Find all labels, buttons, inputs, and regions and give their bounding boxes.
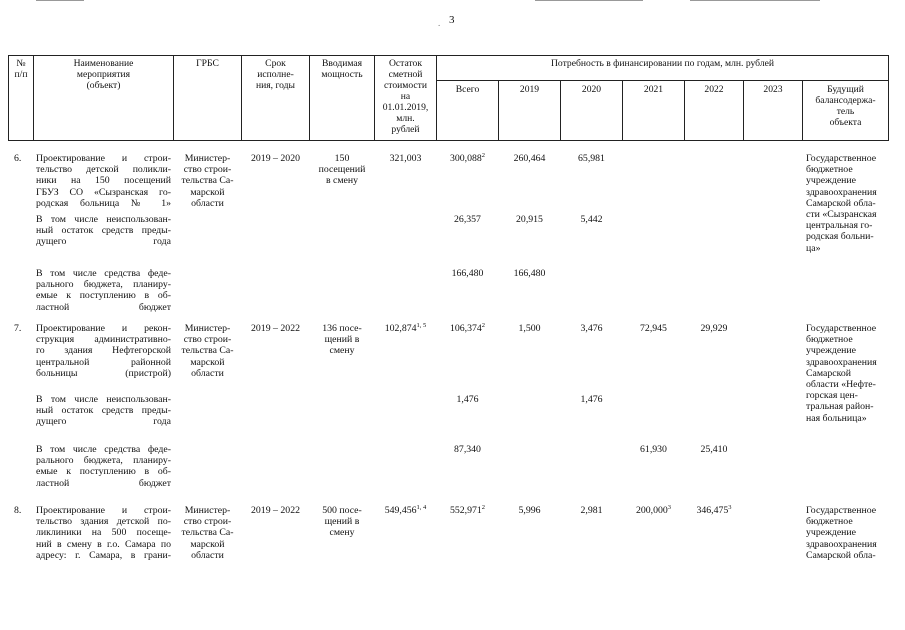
col-num-header: № п/п [14,58,28,80]
top-cut-line [36,0,84,1]
col-2021-header: 2021 [643,84,664,95]
row-term: 2019 – 2020 [251,153,300,164]
row-capacity: 500 посе- щений в смену [322,505,362,539]
col-name-header: Наименование мероприятия (объект) [73,58,134,91]
row-sub-federal-total: 87,340 [454,444,481,455]
row-sub-federal-2021: 61,930 [640,444,667,455]
row-number: 7. [14,323,22,334]
row-sub-federal: В том числе средства феде- рального бюджета, планиру- емые к поступлению в об- ластной бюджет [36,444,171,489]
row-2021: 72,945 [640,323,667,334]
row-capacity: 150 посещений в смену [318,153,366,187]
row-name: Проектирование и рекон- струкция административно- го здания Нефтегорской центральной районной больницы (пристрой) [36,323,171,379]
page-number: 3 [449,14,455,26]
row-sub-federal-2022: 25,410 [700,444,728,455]
row-2019: 260,464 [513,153,546,164]
col-remainder-header: Остаток сметной стоимости на 01.01.2019, млн. рублей [382,58,429,135]
row-sub-unused-2020: 1,476 [580,394,603,405]
row-name: Проектирование и строи- тельство здания детской по- ликлиники на 500 посеще- ний в смену в г.о. Самара по адресу: г. Самара, в грани- [36,505,171,561]
col-holder-header: Будущий балансодержа- тель объекта [815,84,876,128]
col-grbs-header: ГРБС [196,58,219,69]
row-2020: 2,981 [580,505,603,516]
row-remainder: 549,456$^{1, 4}$ [384,504,427,516]
row-name: Проектирование и строи- тельство детской поликли- ники на 150 посещений ГБУЗ СО «Сызранская го- родская больница № 1» [36,153,171,209]
row-grbs: Министер- ство строи- тельства Са- марской области [181,153,234,209]
row-sub-federal-total: 166,480 [451,268,484,279]
row-2020: 3,476 [580,323,603,334]
row-term: 2019 – 2022 [251,505,300,516]
row-remainder: 102,874$^{1, 5}$ [384,322,427,334]
col-2020-header: 2020 [581,84,602,95]
row-grbs: Министер- ство строи- тельства Са- марской области [181,323,234,379]
row-sub-unused: В том числе неиспользован- ный остаток средств преды- дущего года [36,394,171,428]
row-total: 300,088$^2$ [449,152,486,164]
row-grbs: Министер- ство строи- тельства Са- марской области [181,505,234,561]
col-total-header: Всего [455,84,480,95]
row-2020: 65,981 [578,153,605,164]
row-remainder: 321,003 [389,153,422,164]
row-sub-unused-total: 26,357 [454,214,481,225]
row-term: 2019 – 2022 [251,323,300,334]
row-total: 552,971$^2$ [449,504,486,516]
row-sub-unused-2020: 5,442 [580,214,603,225]
col-need-header: Потребность в финансировании по годам, млн. рублей [551,58,774,69]
row-sub-unused-2019: 20,915 [516,214,543,225]
row-sub-unused-total: 1,476 [456,394,479,405]
row-sub-federal: В том числе средства феде- рального бюджета, планиру- емые к поступлению в об- ластной бюджет [36,268,171,313]
row-number: 6. [14,153,22,164]
top-cut-line [690,0,820,1]
row-sub-unused: В том числе неиспользован- ный остаток средств преды- дущего года [36,214,171,248]
row-holder: Государственное бюджетное учреждение здравоохранения Самарской обла- сти «Сызранская центральная го- родская больни- ца» [806,153,877,254]
row-holder: Государственное бюджетное учреждение здравоохранения Самарской обла- [806,505,877,561]
row-2019: 1,500 [518,323,541,334]
col-2022-header: 2022 [704,84,724,95]
row-2022: 346,475$^3$ [696,504,732,516]
row-sub-federal-2019: 166,480 [513,268,546,279]
col-capacity-header: Вводимая мощность [321,58,363,80]
row-2021: 200,000$^3$ [635,504,672,516]
col-2023-header: 2023 [763,84,783,95]
row-total: 106,374$^2$ [449,322,486,334]
page-mark: . [438,18,441,28]
row-holder: Государственное бюджетное учреждение здравоохранения Самарской области «Нефте- горская цен- тральная район- ная больница» [806,323,877,424]
row-number: 8. [14,505,22,516]
row-capacity: 136 посе- щений в смену [322,323,362,357]
row-2022: 29,929 [700,323,728,334]
col-2019-header: 2019 [519,84,540,95]
col-term-header: Срок исполне- ния, годы [255,58,296,91]
top-cut-line [535,0,643,1]
row-2019: 5,996 [518,505,541,516]
